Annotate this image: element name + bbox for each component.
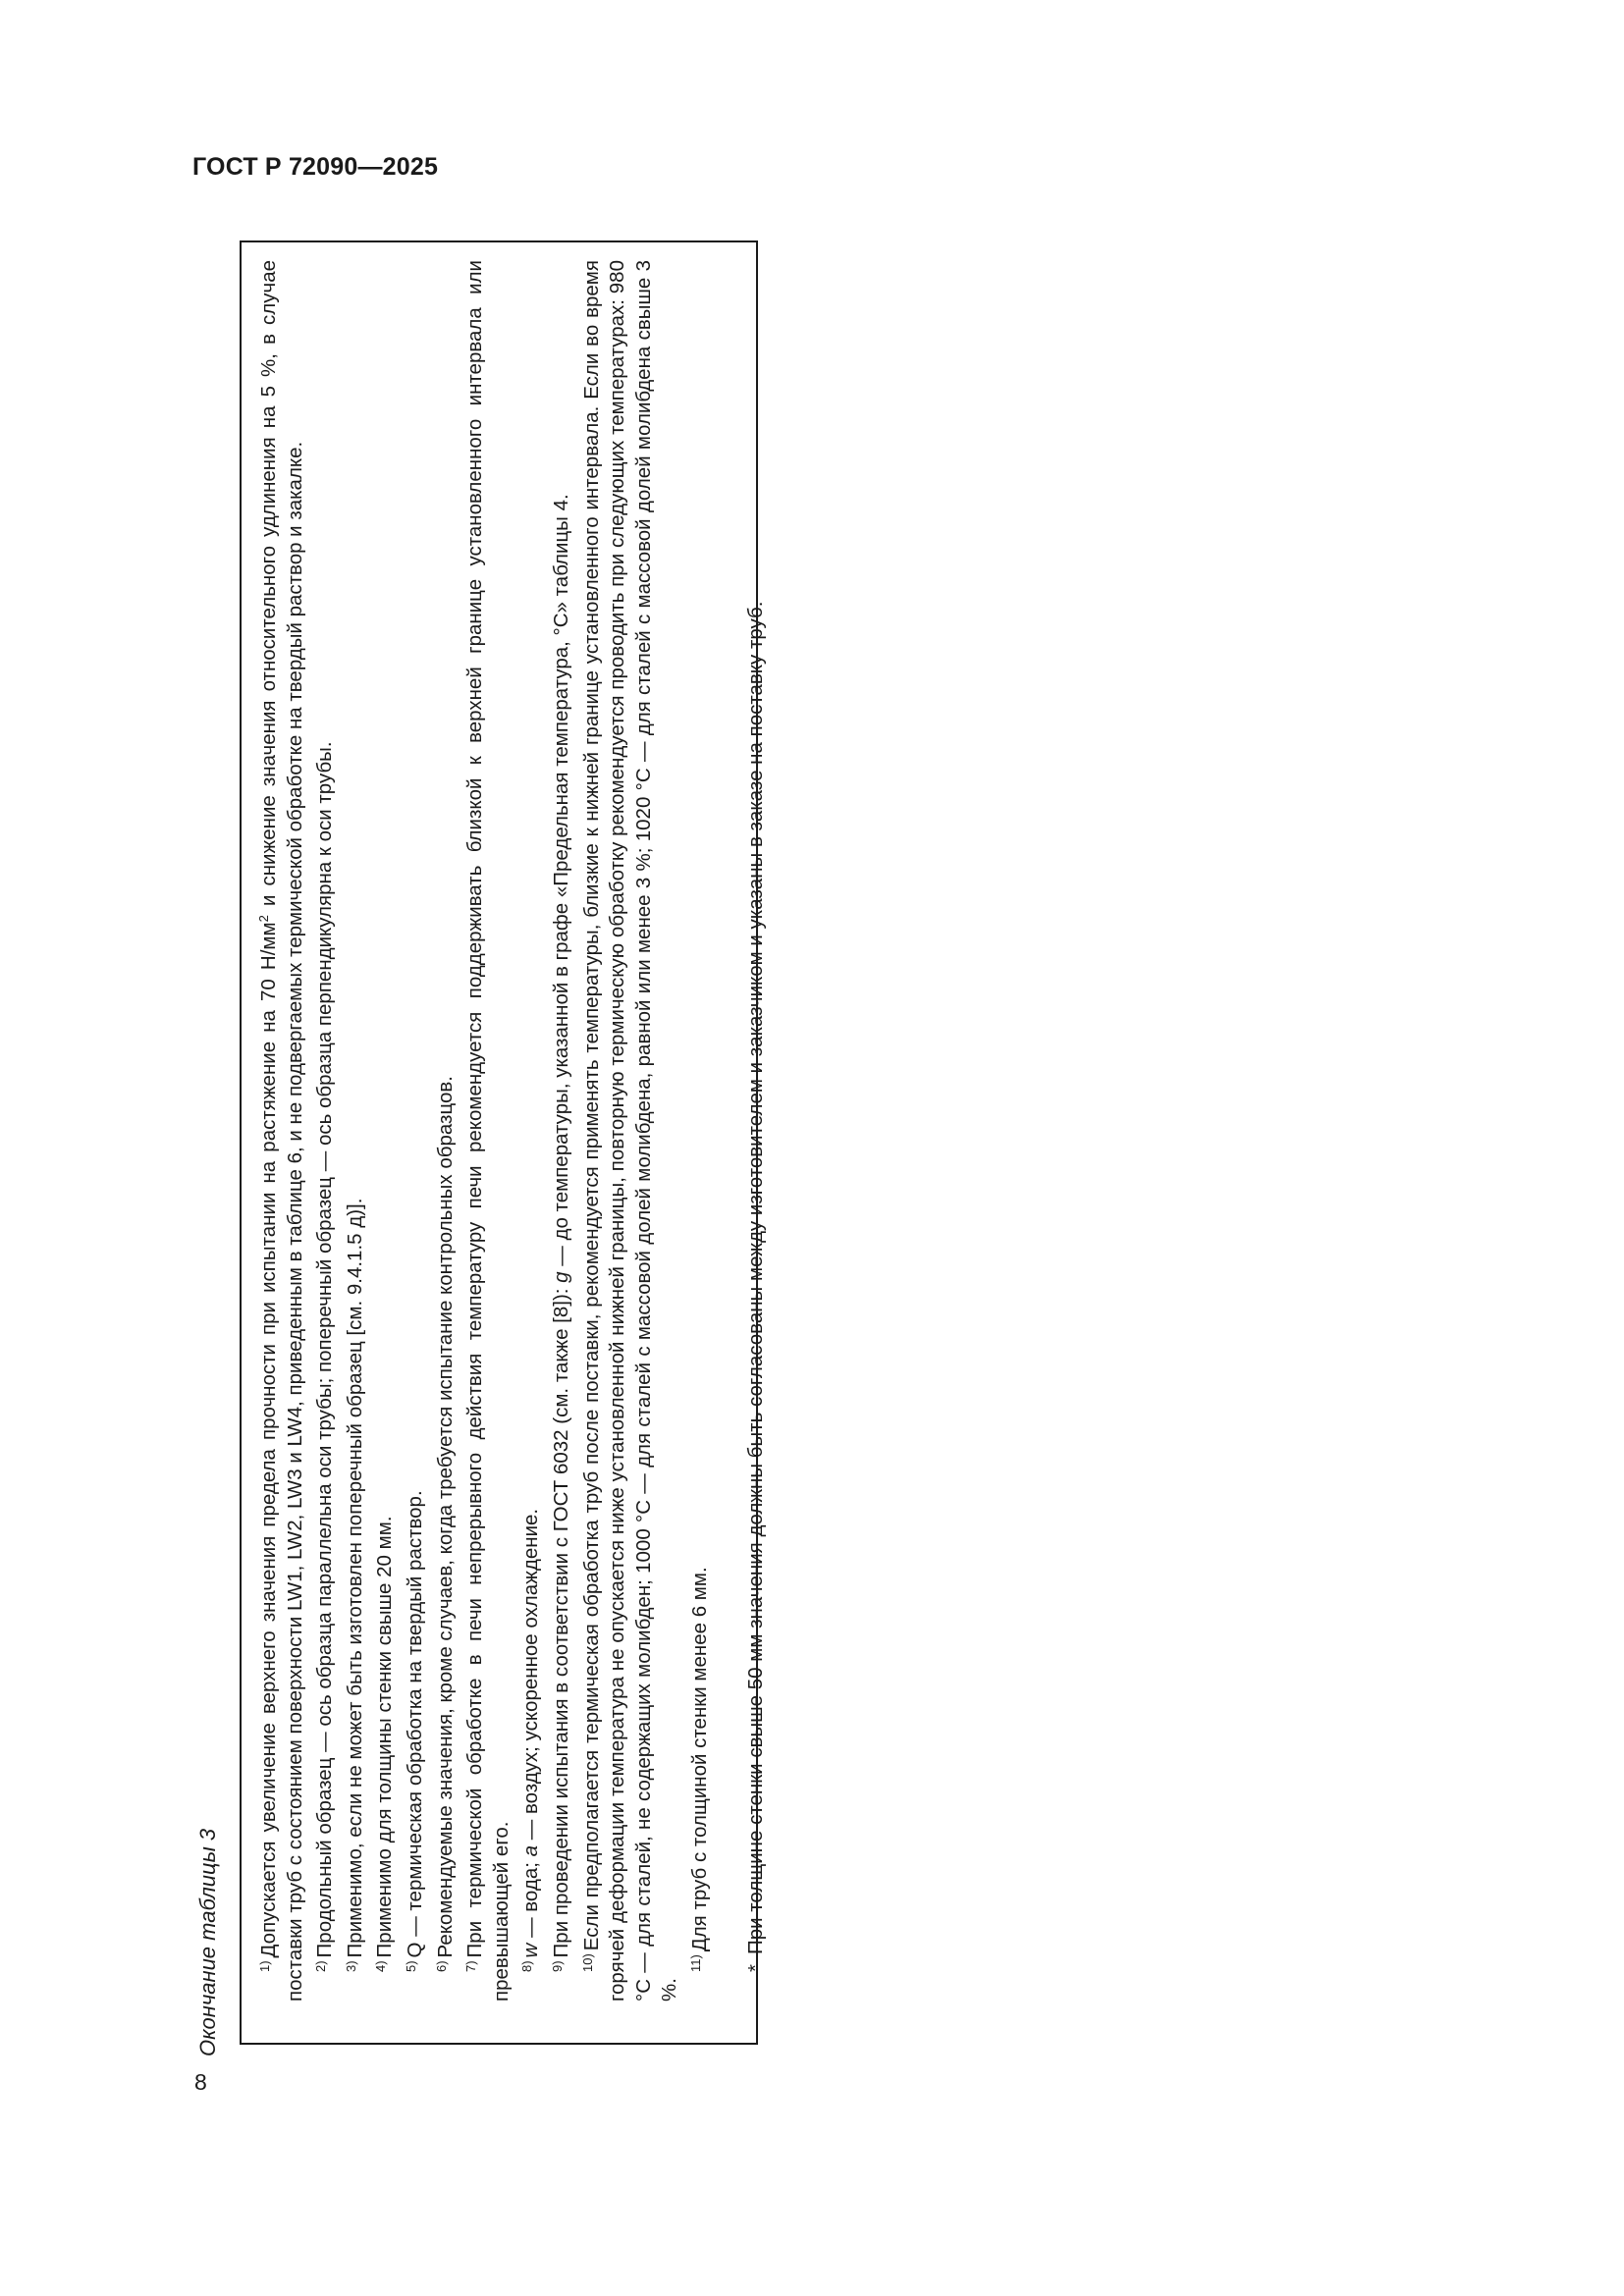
note-10 <box>575 260 683 2002</box>
note-symbol-g: g <box>549 1271 572 1283</box>
note-ref: 2) <box>313 1960 329 1972</box>
rotated-table-continuation <box>187 236 767 2056</box>
note-ref: 6) <box>433 1960 449 1972</box>
note-text: Q — термическая обработка на твердый раствор. <box>403 1490 426 1958</box>
note-text: — вода; <box>519 1856 543 1944</box>
note-text-cont: — воздух; ускоренное охлаждение. <box>519 1508 543 1845</box>
footnote-star <box>743 260 770 2002</box>
page-number: 8 <box>194 2069 207 2095</box>
note-ref: 9) <box>549 1960 565 1972</box>
note-text: Продольный образец — ось образца параллельна оси трубы; поперечный образец — ось образца перпендикулярна к оси трубы. <box>313 741 337 1958</box>
note-text: Для труб с толщиной стенки менее 6 мм. <box>687 1567 711 1952</box>
note-ref: 1) <box>257 1960 272 1972</box>
note-8 <box>514 260 545 2002</box>
note-ref: 4) <box>373 1960 389 1972</box>
note-ref: 10) <box>579 1953 595 1972</box>
note-ref: 7) <box>463 1960 479 1972</box>
note-text: При проведении испытания в соответствии с ГОСТ 6032 (см. также [8]): <box>549 1282 572 1958</box>
note-1 <box>251 260 308 2002</box>
standard-header: ГОСТ Р 72090—2025 <box>192 153 439 181</box>
note-6 <box>429 260 460 2002</box>
note-ref: 8) <box>519 1960 535 1972</box>
note-text-cont: и снижение значения относительного удлинения на 5 %, в случае поставки труб с состоянием поверхности LW1, LW2, LW3 и LW4, приведенным в таблице 6, и не подвергаемых термической обработке на твердый раствор и закалке. <box>257 260 306 2002</box>
superscript: 2 <box>256 915 271 923</box>
note-ref: 5) <box>403 1960 418 1972</box>
table-caption: Окончание таблицы 3 <box>195 1828 220 2056</box>
note-7 <box>459 260 514 2002</box>
note-text: Рекомендуемые значения, кроме случаев, когда требуется испытание контрольных образцов. <box>433 1076 457 1958</box>
note-text-cont: — до температуры, указанной в графе «Предельная температура, °С» таблицы 4. <box>549 494 572 1272</box>
note-9 <box>545 260 575 2002</box>
table-notes-box <box>240 240 767 2045</box>
note-text: Допускается увеличение верхнего значения предела прочности при испытании на растяжение на 70 Н/мм <box>257 922 280 1958</box>
note-symbol-a: a <box>519 1844 543 1857</box>
note-11 <box>683 260 714 2002</box>
note-2 <box>308 260 339 2002</box>
note-text: Применимо для толщины стенки свыше 20 мм. <box>373 1516 397 1958</box>
footnote-star-mark: * <box>743 1964 767 1972</box>
note-symbol-w: w <box>519 1943 543 1958</box>
note-4 <box>368 260 399 2002</box>
footnote-star-text: При толщине стенки свыше 50 мм значения должны быть согласованы между изготовителем и заказчиком и указаны в заказе на поставку труб. <box>743 601 767 1955</box>
note-ref: 3) <box>343 1960 358 1972</box>
note-text: Если предполагается термическая обработка труб после поставки, рекомендуется применять температуры, близкие к нижней границе установленного интервала. Если во время горячей деформации температура не опускается ниже установленной нижней границы, повторную термическую обработку рекомендуется проводить при следующих температурах: 980 °С — для сталей, не содержащих молибден; 1000 °С — для сталей с массовой долей молибдена, равной или менее 3 %; 1020 °С — для сталей с массовой долей молибдена свыше 3 %. <box>579 260 681 2002</box>
note-5 <box>399 260 429 2002</box>
note-3 <box>339 260 369 2002</box>
note-ref: 11) <box>687 1954 703 1972</box>
note-text: При термической обработке в печи непрерывного действия температуру печи рекомендуется поддерживать близкой к верхней границе установленного интервала или превышающей его. <box>463 260 513 2002</box>
note-text: Применимо, если не может быть изготовлен поперечный образец [см. 9.4.1.5 д)]. <box>343 1198 366 1958</box>
